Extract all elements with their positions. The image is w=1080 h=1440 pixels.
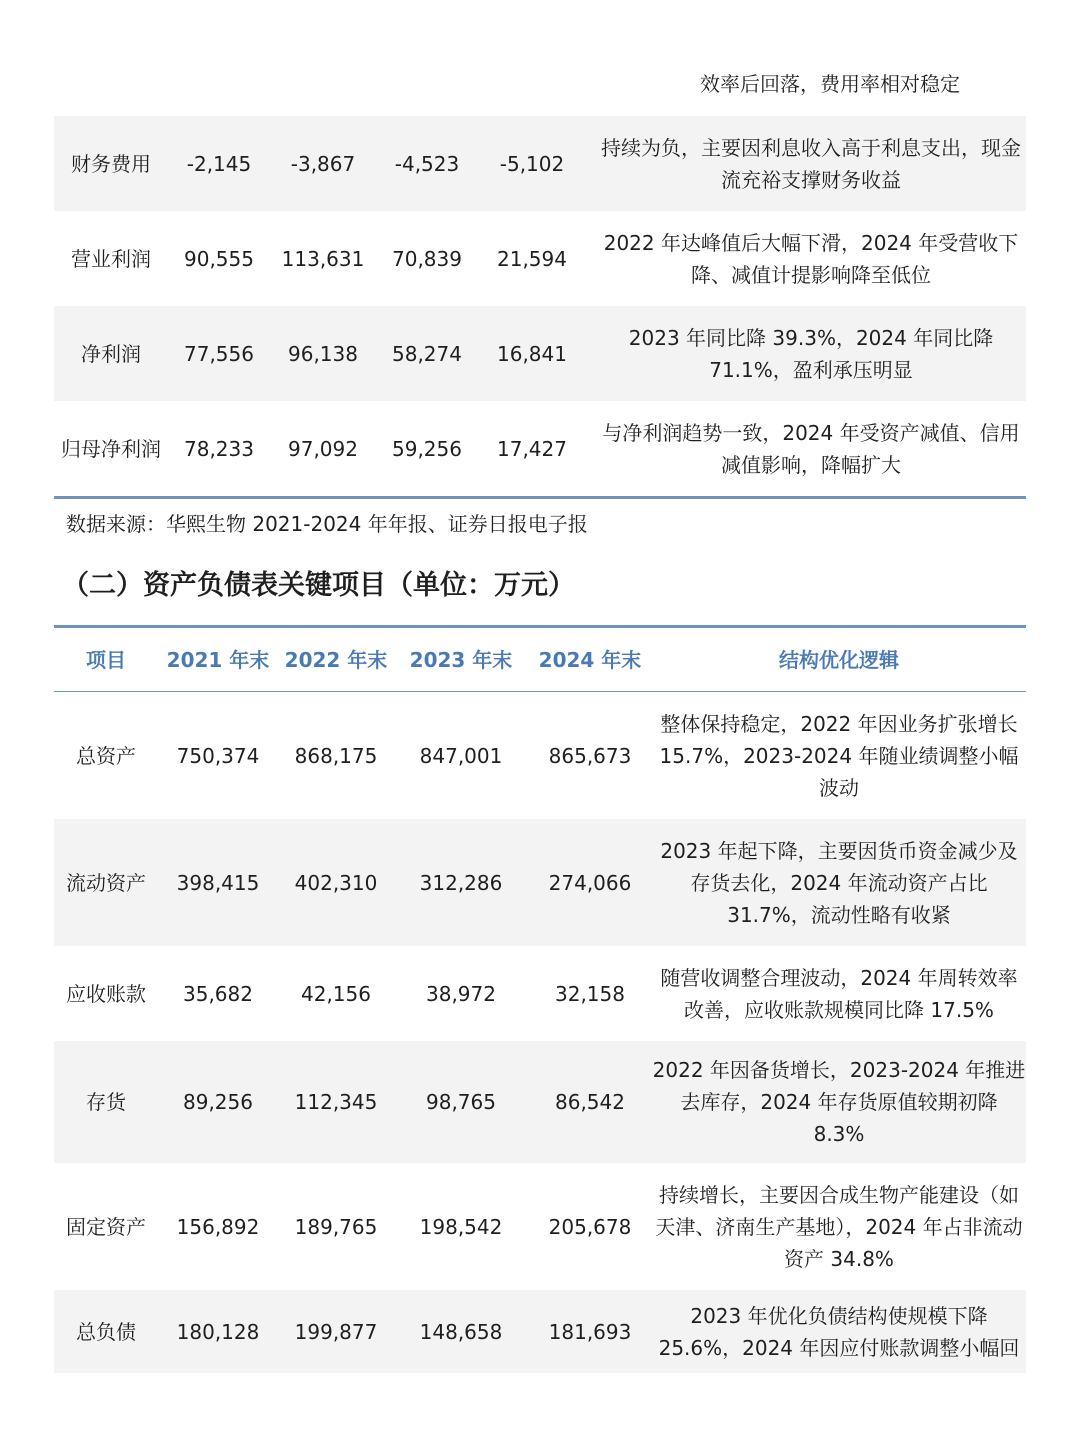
table-row: [54, 401, 1026, 496]
value-2021: 750,374: [176, 743, 260, 768]
header-2022: 2022 年末: [284, 647, 388, 672]
row-note: 2023 年同比降 39.3%，2024 年同比降 71.1%，盈利承压明显: [628, 325, 994, 382]
value-2022: 189,765: [294, 1214, 378, 1239]
value-2021: 77,556: [184, 341, 254, 366]
row-note: 随营收调整合理波动，2024 年周转效率改善，应收账款规模同比降 17.5%: [660, 965, 1018, 1022]
value-2023: 198,542: [419, 1214, 503, 1239]
row-item: 固定资产: [66, 1214, 146, 1239]
value-2024: 274,066: [548, 870, 632, 895]
value-2024: 865,673: [548, 743, 632, 768]
row-item: 总资产: [76, 743, 136, 768]
value-2022: -3,867: [290, 151, 356, 176]
header-2024: 2024 年末: [538, 647, 642, 672]
value-2024: 32,158: [555, 981, 625, 1006]
value-2022: 97,092: [288, 436, 358, 461]
row-item: 净利润: [81, 341, 141, 366]
balance-sheet-table: [54, 625, 1026, 1373]
row-note: 持续增长，主要因合成生物产能建设（如天津、济南生产基地），2024 年占非流动资产 34.8%: [655, 1182, 1023, 1271]
header-2021: 2021 年末: [166, 647, 270, 672]
row-note: 整体保持稳定，2022 年因业务扩张增长 15.7%，2023-2024 年随业绩调整小幅波动: [659, 711, 1019, 800]
value-2021: 90,555: [184, 246, 254, 271]
value-2023: 70,839: [392, 246, 462, 271]
table-row: [54, 819, 1026, 946]
row-note: 2023 年起下降，主要因货币资金减少及存货去化，2024 年流动资产占比 31.7%，流动性略有收紧: [660, 838, 1018, 927]
table-row: [54, 692, 1026, 819]
header-logic: 结构优化逻辑: [779, 647, 899, 672]
value-2021: 180,128: [176, 1319, 260, 1344]
row-item: 财务费用: [71, 151, 151, 176]
row-item: 总负债: [76, 1319, 136, 1344]
value-2024: 86,542: [555, 1090, 625, 1114]
table-row: [54, 946, 1026, 1041]
row-note: 2022 年达峰值后大幅下滑，2024 年受营收下降、减值计提影响降至低位: [603, 230, 1019, 287]
row-item: 归母净利润: [61, 436, 161, 461]
row-note: 2023 年优化负债结构使规模下降 25.6%，2024 年因应付账款调整小幅回: [658, 1303, 1020, 1360]
row-note: 2022 年因备货增长，2023-2024 年推进去库存，2024 年存货原值较期初降 8.3%: [652, 1058, 1026, 1146]
value-2023: 59,256: [392, 436, 462, 461]
value-2021: 35,682: [183, 981, 253, 1006]
value-2021: 89,256: [183, 1090, 253, 1114]
data-source-note: 数据来源：华熙生物 2021-2024 年年报、证券日报电子报: [66, 512, 588, 536]
header-2023: 2023 年末: [409, 647, 513, 672]
table-row: [54, 1290, 1026, 1373]
value-2024: 21,594: [497, 246, 567, 271]
table-header-row: [54, 628, 1026, 692]
value-2021: 78,233: [184, 436, 254, 461]
value-2023: 38,972: [426, 981, 496, 1006]
value-2021: 398,415: [176, 870, 260, 895]
row-item: 流动资产: [66, 870, 146, 895]
value-2021: -2,145: [186, 151, 252, 176]
table-row: [54, 1163, 1026, 1290]
value-2024: -5,102: [499, 151, 565, 176]
row-note: 与净利润趋势一致，2024 年受资产减值、信用减值影响，降幅扩大: [602, 420, 1020, 477]
table-row: [54, 211, 1026, 306]
value-2023: 98,765: [426, 1090, 496, 1114]
section-title: （二）资产负债表关键项目（单位：万元）: [62, 570, 575, 601]
value-2023: 312,286: [419, 870, 503, 895]
table-bottom-rule: [54, 496, 1026, 499]
value-2022: 868,175: [294, 743, 378, 768]
table1-continued-note: 效率后回落，费用率相对稳定: [700, 72, 960, 96]
value-2022: 112,345: [294, 1090, 378, 1114]
value-2022: 199,877: [294, 1319, 378, 1344]
value-2024: 205,678: [548, 1214, 632, 1239]
row-item: 应收账款: [66, 981, 146, 1006]
value-2023: 148,658: [419, 1319, 503, 1344]
value-2024: 17,427: [497, 436, 567, 461]
row-note: 持续为负，主要因利息收入高于利息支出，现金流充裕支撑财务收益: [601, 135, 1021, 192]
row-item: 存货: [86, 1090, 126, 1114]
header-item: 项目: [86, 647, 126, 672]
value-2024: 16,841: [497, 341, 567, 366]
value-2023: 58,274: [392, 341, 462, 366]
table-row: [54, 1041, 1026, 1163]
value-2022: 96,138: [288, 341, 358, 366]
value-2024: 181,693: [548, 1319, 632, 1344]
value-2023: 847,001: [419, 743, 503, 768]
table-row: [54, 306, 1026, 401]
value-2022: 402,310: [294, 870, 378, 895]
table-row: [54, 116, 1026, 211]
row-item: 营业利润: [71, 246, 151, 271]
value-2021: 156,892: [176, 1214, 260, 1239]
value-2022: 42,156: [301, 981, 371, 1006]
value-2023: -4,523: [394, 151, 460, 176]
value-2022: 113,631: [281, 246, 365, 271]
income-statement-table: [54, 116, 1026, 496]
